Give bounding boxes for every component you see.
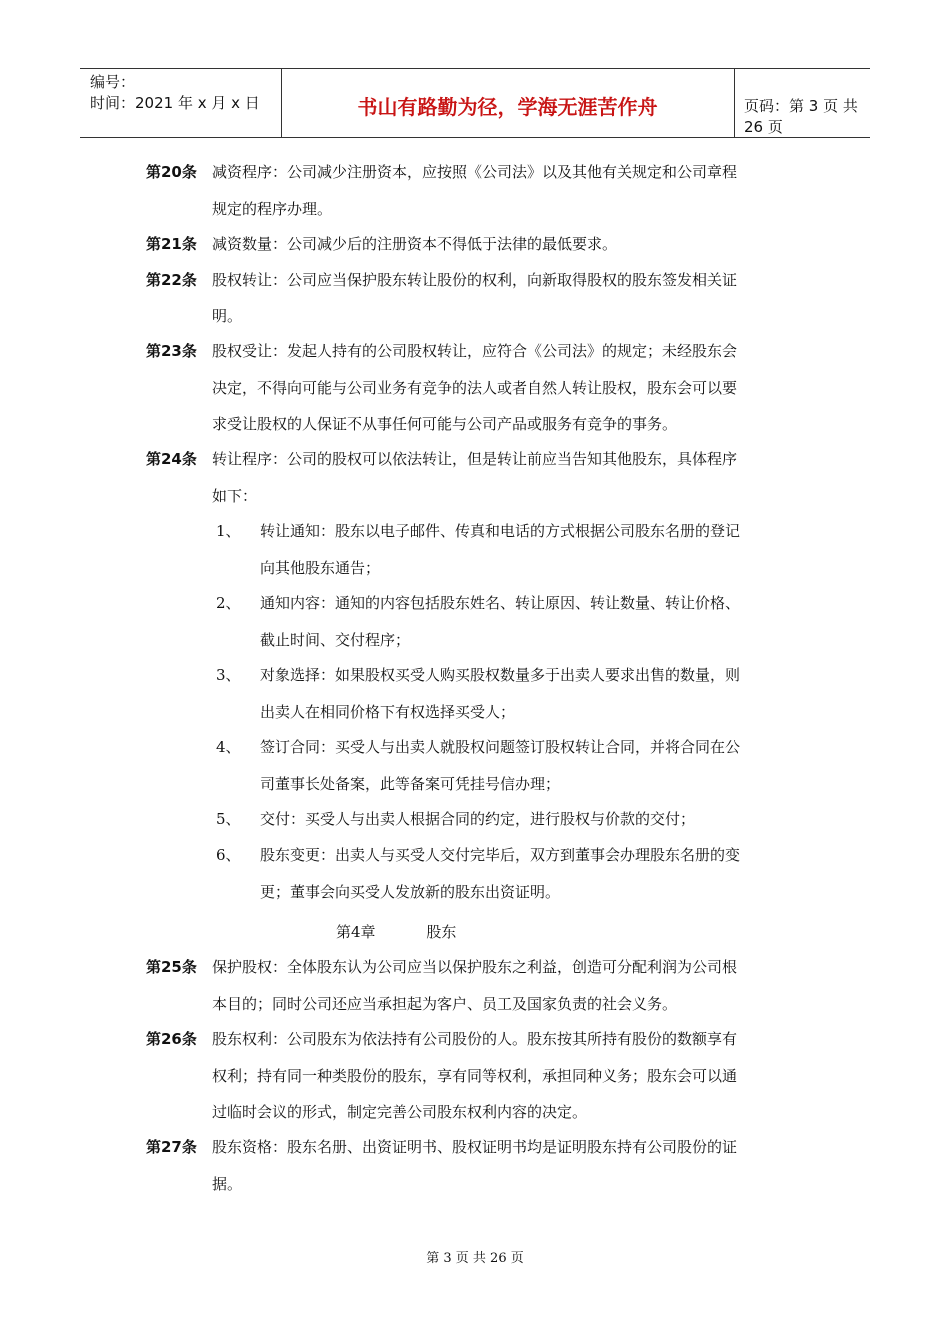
article-text: 过临时会议的形式，制定完善公司股东权利内容的决定。 xyxy=(212,1103,588,1121)
list-item-text: 通知内容：通知的内容包括股东姓名、转让原因、转让数量、转让价格、 xyxy=(260,594,741,612)
article-text: 求受让股权的人保证不从事任何可能与公司产品或服务有竞争的事务。 xyxy=(212,415,678,433)
list-item-text: 转让通知：股东以电子邮件、传真和电话的方式根据公司股东名册的登记 xyxy=(260,522,741,540)
article-number: 第27条 xyxy=(146,1138,197,1156)
article-number: 第20条 xyxy=(146,163,197,181)
list-item-text: 出卖人在相同价格下有权选择买受人； xyxy=(260,703,516,721)
list-item-text: 向其他股东通告； xyxy=(260,559,381,577)
list-item-number: 2、 xyxy=(216,594,241,612)
article-text: 股权受让：发起人持有的公司股权转让，应符合《公司法》的规定；未经股东会 xyxy=(212,342,738,360)
page-header xyxy=(80,68,870,138)
article-text: 明。 xyxy=(212,307,243,325)
list-item-number: 5、 xyxy=(216,810,241,828)
article-text: 减资数量：公司减少后的注册资本不得低于法律的最低要求。 xyxy=(212,235,618,253)
article-number: 第24条 xyxy=(146,450,197,468)
page-footer: 第 3 页 共 26 页 xyxy=(426,1251,524,1266)
article-text: 转让程序：公司的股权可以依法转让，但是转让前应当告知其他股东，具体程序 xyxy=(212,450,738,468)
article-number: 第22条 xyxy=(146,271,197,289)
list-item-number: 4、 xyxy=(216,738,241,756)
header-meta xyxy=(80,69,281,137)
article-text: 决定，不得向可能与公司业务有竞争的法人或者自然人转让股权，股东会可以要 xyxy=(212,379,738,397)
article-text: 股东权利：公司股东为依法持有公司股份的人。股东按其所持有股份的数额享有 xyxy=(212,1030,738,1048)
article-text: 股权转让：公司应当保护股东转让股份的权利，向新取得股权的股东签发相关证 xyxy=(212,271,738,289)
article-text: 据。 xyxy=(212,1175,243,1193)
article-text: 如下： xyxy=(212,487,258,505)
article-text: 权利；持有同一种类股份的股东，享有同等权利，承担同种义务；股东会可以通 xyxy=(212,1067,738,1085)
list-item-text: 司董事长处备案，此等备案可凭挂号信办理； xyxy=(260,775,561,793)
list-item-number: 3、 xyxy=(216,666,241,684)
article-number: 第26条 xyxy=(146,1030,197,1048)
article-text: 减资程序：公司减少注册资本，应按照《公司法》以及其他有关规定和公司章程 xyxy=(212,163,738,181)
list-item-text: 签订合同：买受人与出卖人就股权问题签订股权转让合同，并将合同在公 xyxy=(260,738,741,756)
list-item-text: 对象选择：如果股权买受人购买股权数量多于出卖人要求出售的数量，则 xyxy=(260,666,741,684)
chapter-title: 股东 xyxy=(426,923,457,941)
header-page-number: 页码：第 3 页 共 26 页 xyxy=(744,97,858,136)
article-text: 股东资格：股东名册、出资证明书、股权证明书均是证明股东持有公司股份的证 xyxy=(212,1138,738,1156)
document-code: 编号： xyxy=(90,73,136,91)
article-text: 保护股权：全体股东认为公司应当以保护股东之利益，创造可分配利润为公司根 xyxy=(212,958,738,976)
list-item-number: 1、 xyxy=(216,522,241,540)
document-date: 时间：2021 年 x 月 x 日 xyxy=(90,94,260,112)
article-number: 第23条 xyxy=(146,342,197,360)
header-divider xyxy=(734,69,735,137)
chapter-heading xyxy=(336,921,456,942)
article-number: 第21条 xyxy=(146,235,197,253)
article-text: 规定的程序办理。 xyxy=(212,200,333,218)
list-item-number: 6、 xyxy=(216,846,241,864)
list-item-text: 截止时间、交付程序； xyxy=(260,631,411,649)
article-number: 第25条 xyxy=(146,958,197,976)
list-item-text: 股东变更：出卖人与买受人交付完毕后，双方到董事会办理股东名册的变 xyxy=(260,846,741,864)
list-item-text: 更；董事会向买受人发放新的股东出资证明。 xyxy=(260,883,561,901)
article-text: 本目的；同时公司还应当承担起为客户、员工及国家负责的社会义务。 xyxy=(212,995,678,1013)
header-motto: 书山有路勤为径，学海无涯苦作舟 xyxy=(357,95,658,119)
list-item-text: 交付：买受人与出卖人根据合同的约定，进行股权与价款的交付； xyxy=(260,810,696,828)
chapter-number: 第4章 xyxy=(336,923,376,941)
